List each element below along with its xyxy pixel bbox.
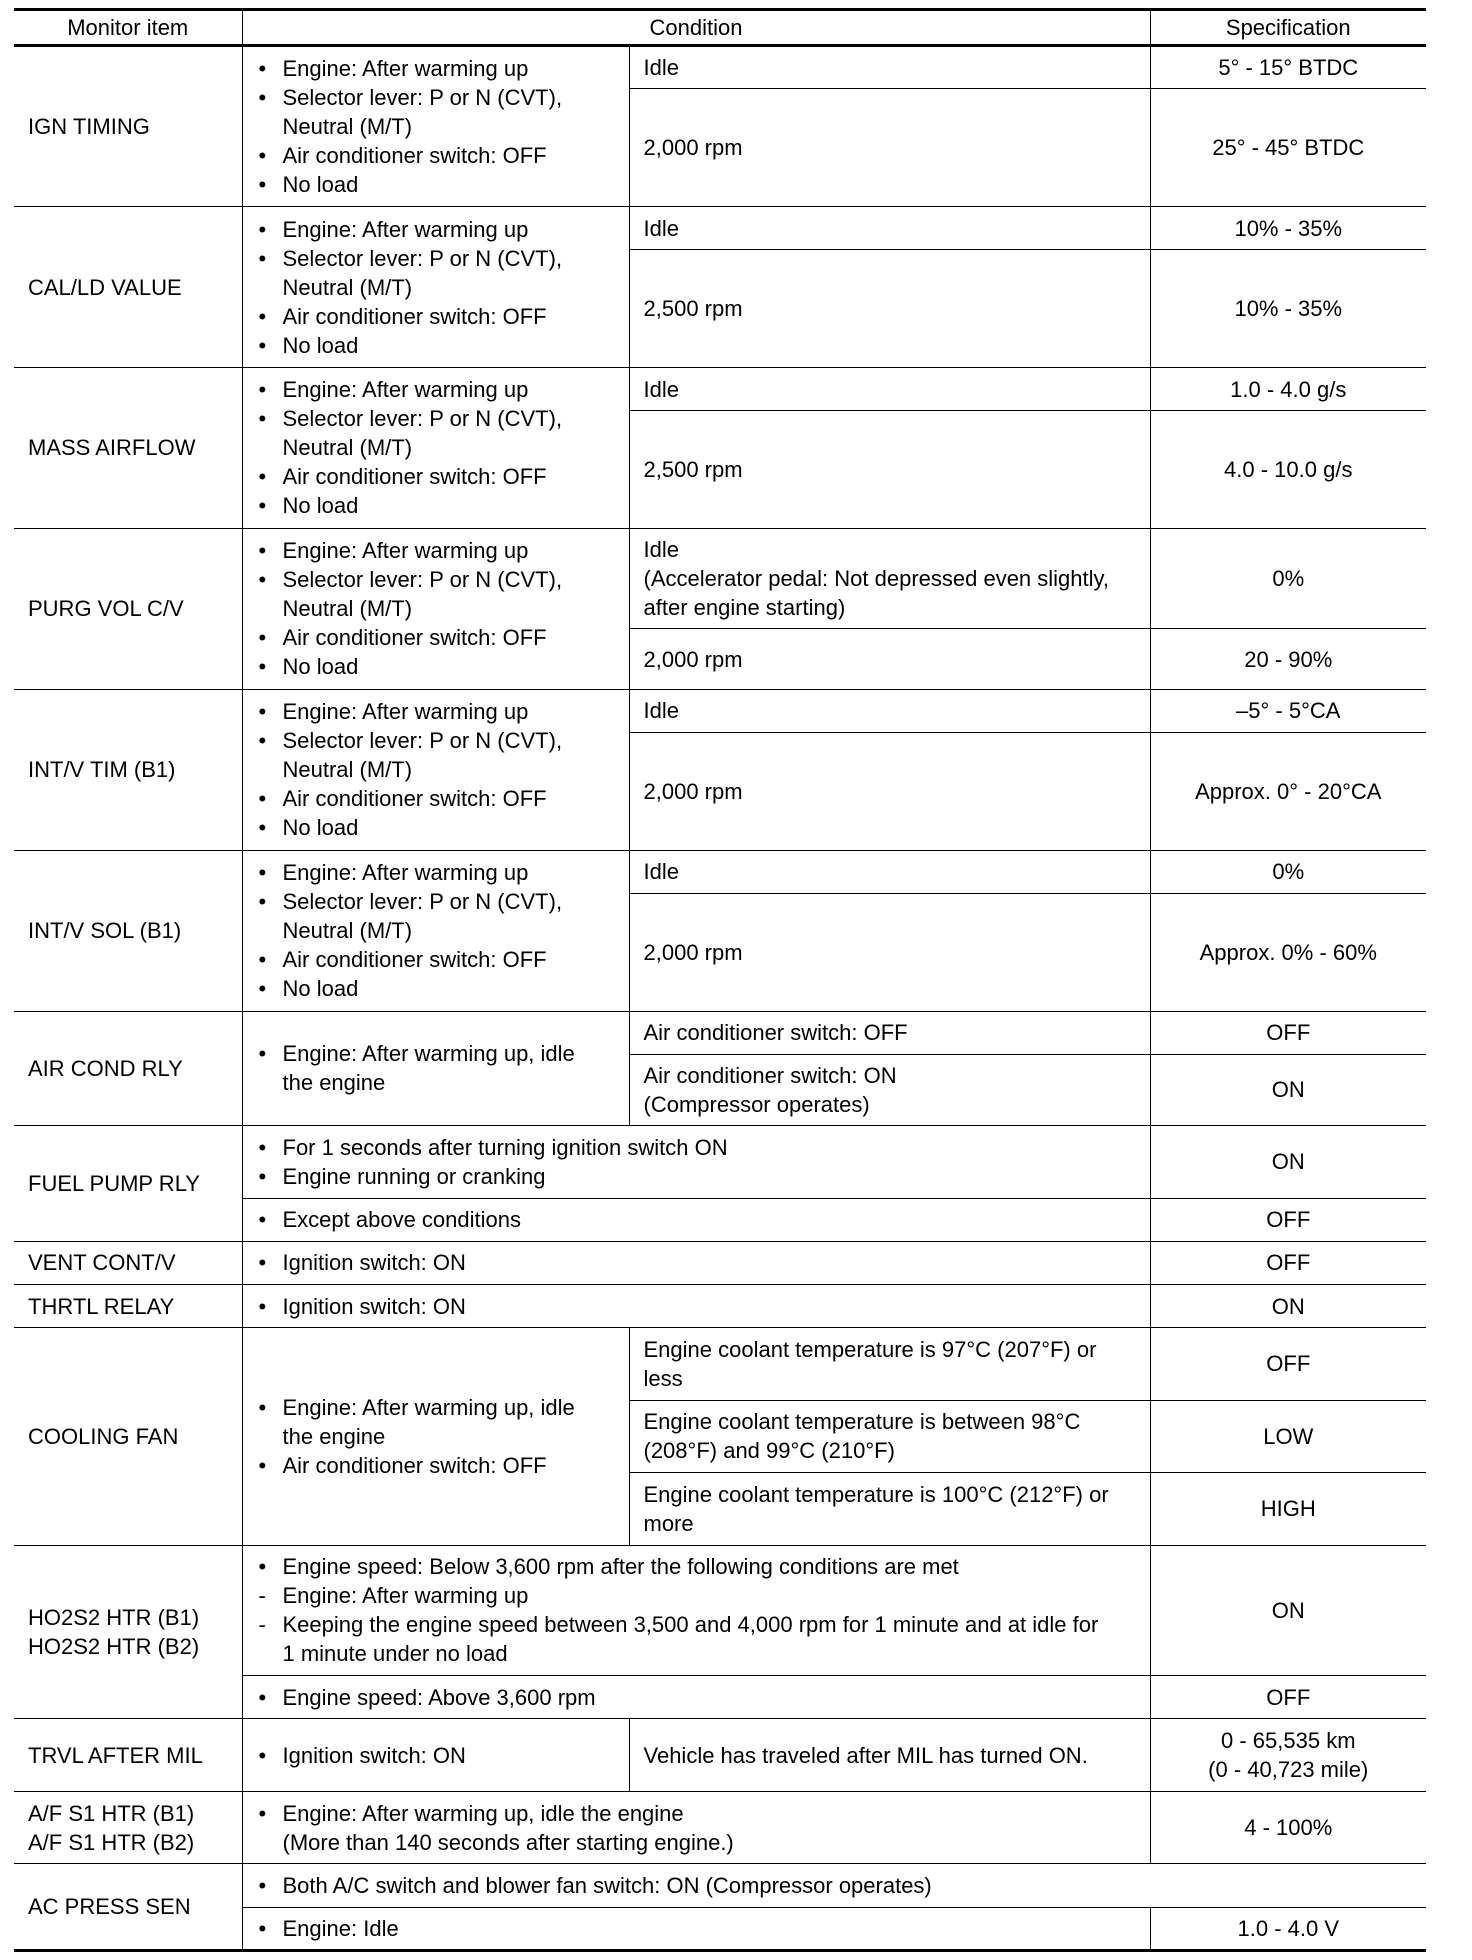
table-row bbox=[14, 1285, 1426, 1328]
spec-value: Approx. 0° - 20°CA bbox=[1150, 733, 1426, 851]
monitor-item: INT/V TIM (B1) bbox=[14, 689, 242, 850]
spec-value: 1.0 - 4.0 V bbox=[1150, 1907, 1426, 1950]
condition-bullet: • Engine speed: Below 3,600 rpm after the following conditions are met bbox=[257, 1552, 1136, 1581]
condition-bullet: • No load bbox=[257, 170, 615, 199]
condition-cell bbox=[242, 689, 629, 850]
condition-bullet: • Air conditioner switch: OFF bbox=[257, 623, 615, 652]
condition-bullet: • Engine: After warming up bbox=[257, 858, 615, 887]
condition-bullet: • Selector lever: P or N (CVT), Neutral (M/T) bbox=[257, 726, 615, 784]
condition-bullet: • Engine: After warming up bbox=[257, 54, 615, 83]
condition-bullet: • No load bbox=[257, 652, 615, 681]
header-specification: Specification bbox=[1150, 10, 1426, 46]
condition-bullet: • Air conditioner switch: OFF bbox=[257, 784, 615, 813]
header-row bbox=[14, 10, 1426, 46]
condition-bullet: • Engine: After warming up bbox=[257, 215, 615, 244]
condition-dash-item: - Keeping the engine speed between 3,500 and 4,000 rpm for 1 minute and at idle for 1 minute under no load bbox=[257, 1610, 1136, 1668]
sub-condition: 2,000 rpm bbox=[629, 629, 1150, 689]
spec-value: 20 - 90% bbox=[1150, 629, 1426, 689]
table-row bbox=[14, 1791, 1426, 1863]
spec-value: ON bbox=[1150, 1054, 1426, 1125]
sub-condition: 2,000 rpm bbox=[629, 893, 1150, 1011]
spec-value: Approx. 0% - 60% bbox=[1150, 893, 1426, 1011]
spec-value: OFF bbox=[1150, 1198, 1426, 1241]
sub-condition: Idle bbox=[629, 689, 1150, 732]
table-row bbox=[14, 1011, 1426, 1054]
sub-condition: Air conditioner switch: ON (Compressor operates) bbox=[629, 1054, 1150, 1125]
condition-bullet: • Engine: After warming up, idle the engine (More than 140 seconds after starting engine.) bbox=[257, 1799, 1136, 1857]
condition-cell bbox=[242, 1328, 629, 1545]
spec-value: OFF bbox=[1150, 1011, 1426, 1054]
condition-bullet: • Engine: After warming up bbox=[257, 697, 615, 726]
condition-cell bbox=[242, 528, 629, 689]
spec-value: –5° - 5°CA bbox=[1150, 689, 1426, 732]
condition-cell bbox=[242, 46, 629, 207]
sub-condition: Idle bbox=[629, 46, 1150, 89]
table-row bbox=[14, 207, 1426, 250]
monitor-item: MASS AIRFLOW bbox=[14, 367, 242, 528]
condition-bullet: • Both A/C switch and blower fan switch: ON (Compressor operates) bbox=[257, 1871, 1413, 1900]
monitor-spec-table bbox=[14, 8, 1426, 1952]
sub-condition: 2,500 rpm bbox=[629, 411, 1150, 529]
condition-bullet: • No load bbox=[257, 974, 615, 1003]
sub-condition: 2,500 rpm bbox=[629, 250, 1150, 368]
condition-cell bbox=[242, 1241, 1150, 1284]
sub-condition: Idle bbox=[629, 850, 1150, 893]
table-row bbox=[14, 367, 1426, 410]
table-row bbox=[14, 1241, 1426, 1284]
table-row bbox=[14, 46, 1426, 89]
condition-bullet: • No load bbox=[257, 491, 615, 520]
monitor-item: VENT CONT/V bbox=[14, 1241, 242, 1284]
sub-condition: Idle (Accelerator pedal: Not depressed even slightly, after engine starting) bbox=[629, 528, 1150, 629]
spec-value: 10% - 35% bbox=[1150, 250, 1426, 368]
monitor-item: CAL/LD VALUE bbox=[14, 207, 242, 368]
spec-value: OFF bbox=[1150, 1241, 1426, 1284]
spec-value: 25° - 45° BTDC bbox=[1150, 89, 1426, 207]
spec-value: 0% bbox=[1150, 528, 1426, 629]
sub-condition: Air conditioner switch: OFF bbox=[629, 1011, 1150, 1054]
spec-value: 4.0 - 10.0 g/s bbox=[1150, 411, 1426, 529]
condition-cell bbox=[242, 1719, 629, 1791]
sub-condition: 2,000 rpm bbox=[629, 733, 1150, 851]
condition-cell bbox=[242, 1198, 1150, 1241]
spec-value: 5° - 15° BTDC bbox=[1150, 46, 1426, 89]
table-row bbox=[14, 1126, 1426, 1198]
condition-cell bbox=[242, 1791, 1150, 1863]
condition-bullet: • Air conditioner switch: OFF bbox=[257, 1451, 615, 1480]
condition-bullet: • Selector lever: P or N (CVT), Neutral (M/T) bbox=[257, 887, 615, 945]
spec-value: OFF bbox=[1150, 1328, 1426, 1400]
spec-value: LOW bbox=[1150, 1400, 1426, 1472]
spec-value: HIGH bbox=[1150, 1473, 1426, 1545]
table-row bbox=[14, 1719, 1426, 1791]
condition-dash-item: - Engine: After warming up bbox=[257, 1581, 1136, 1610]
table-row bbox=[14, 1328, 1426, 1400]
table-row bbox=[14, 1864, 1426, 1907]
condition-bullet: • Engine: After warming up bbox=[257, 375, 615, 404]
table-row bbox=[14, 850, 1426, 893]
monitor-item: THRTL RELAY bbox=[14, 1285, 242, 1328]
condition-bullet: • Engine: After warming up, idle the engine bbox=[257, 1039, 615, 1097]
condition-bullet: • Engine: After warming up, idle the engine bbox=[257, 1393, 615, 1451]
sub-condition: Idle bbox=[629, 367, 1150, 410]
condition-bullet: • For 1 seconds after turning ignition switch ON bbox=[257, 1133, 1136, 1162]
condition-bullet: • Selector lever: P or N (CVT), Neutral (M/T) bbox=[257, 404, 615, 462]
spec-value: 0% bbox=[1150, 850, 1426, 893]
monitor-item: TRVL AFTER MIL bbox=[14, 1719, 242, 1791]
condition-cell bbox=[242, 367, 629, 528]
condition-cell bbox=[242, 1126, 1150, 1198]
condition-cell bbox=[242, 207, 629, 368]
condition-bullet: • Selector lever: P or N (CVT), Neutral (M/T) bbox=[257, 244, 615, 302]
condition-bullet: • Ignition switch: ON bbox=[257, 1292, 1136, 1321]
table-row bbox=[14, 528, 1426, 629]
header-monitor-item: Monitor item bbox=[14, 10, 242, 46]
monitor-item: AIR COND RLY bbox=[14, 1011, 242, 1126]
condition-cell bbox=[242, 1676, 1150, 1719]
condition-bullet: • No load bbox=[257, 813, 615, 842]
condition-bullet: • Engine running or cranking bbox=[257, 1162, 1136, 1191]
monitor-item: IGN TIMING bbox=[14, 46, 242, 207]
spec-value: 10% - 35% bbox=[1150, 207, 1426, 250]
table-row bbox=[14, 689, 1426, 732]
monitor-item: HO2S2 HTR (B1) HO2S2 HTR (B2) bbox=[14, 1545, 242, 1719]
condition-bullet: • Air conditioner switch: OFF bbox=[257, 302, 615, 331]
condition-bullet: • Ignition switch: ON bbox=[257, 1741, 615, 1770]
condition-bullet: • Air conditioner switch: OFF bbox=[257, 141, 615, 170]
condition-bullet: • Engine speed: Above 3,600 rpm bbox=[257, 1683, 1136, 1712]
monitor-item: COOLING FAN bbox=[14, 1328, 242, 1545]
condition-cell bbox=[242, 1907, 1150, 1950]
condition-bullet: • No load bbox=[257, 331, 615, 360]
sub-condition: Idle bbox=[629, 207, 1150, 250]
sub-condition: Engine coolant temperature is between 98°C (208°F) and 99°C (210°F) bbox=[629, 1400, 1150, 1472]
monitor-item: PURG VOL C/V bbox=[14, 528, 242, 689]
condition-cell bbox=[242, 1011, 629, 1126]
header-condition: Condition bbox=[242, 10, 1150, 46]
sub-condition: 2,000 rpm bbox=[629, 89, 1150, 207]
monitor-item: AC PRESS SEN bbox=[14, 1864, 242, 1951]
condition-cell bbox=[242, 1285, 1150, 1328]
condition-bullet: • Selector lever: P or N (CVT), Neutral (M/T) bbox=[257, 565, 615, 623]
sub-condition: Engine coolant temperature is 100°C (212°F) or more bbox=[629, 1473, 1150, 1545]
table-row bbox=[14, 1545, 1426, 1676]
condition-cell bbox=[242, 1864, 1426, 1907]
monitor-item: A/F S1 HTR (B1) A/F S1 HTR (B2) bbox=[14, 1791, 242, 1863]
spec-value: ON bbox=[1150, 1545, 1426, 1676]
spec-value: 4 - 100% bbox=[1150, 1791, 1426, 1863]
condition-bullet: • Selector lever: P or N (CVT), Neutral (M/T) bbox=[257, 83, 615, 141]
condition-bullet: • Ignition switch: ON bbox=[257, 1248, 1136, 1277]
sub-condition: Engine coolant temperature is 97°C (207°F) or less bbox=[629, 1328, 1150, 1400]
monitor-item: FUEL PUMP RLY bbox=[14, 1126, 242, 1242]
spec-value: 1.0 - 4.0 g/s bbox=[1150, 367, 1426, 410]
condition-bullet: • Air conditioner switch: OFF bbox=[257, 945, 615, 974]
condition-cell bbox=[242, 850, 629, 1011]
condition-cell bbox=[242, 1545, 1150, 1676]
condition-bullet: • Engine: After warming up bbox=[257, 536, 615, 565]
spec-value: 0 - 65,535 km (0 - 40,723 mile) bbox=[1150, 1719, 1426, 1791]
monitor-item: INT/V SOL (B1) bbox=[14, 850, 242, 1011]
spec-value: ON bbox=[1150, 1285, 1426, 1328]
spec-value: OFF bbox=[1150, 1676, 1426, 1719]
condition-bullet: • Air conditioner switch: OFF bbox=[257, 462, 615, 491]
sub-condition: Vehicle has traveled after MIL has turned ON. bbox=[629, 1719, 1150, 1791]
spec-value: ON bbox=[1150, 1126, 1426, 1198]
condition-bullet: • Except above conditions bbox=[257, 1205, 1136, 1234]
condition-bullet: • Engine: Idle bbox=[257, 1914, 1136, 1943]
